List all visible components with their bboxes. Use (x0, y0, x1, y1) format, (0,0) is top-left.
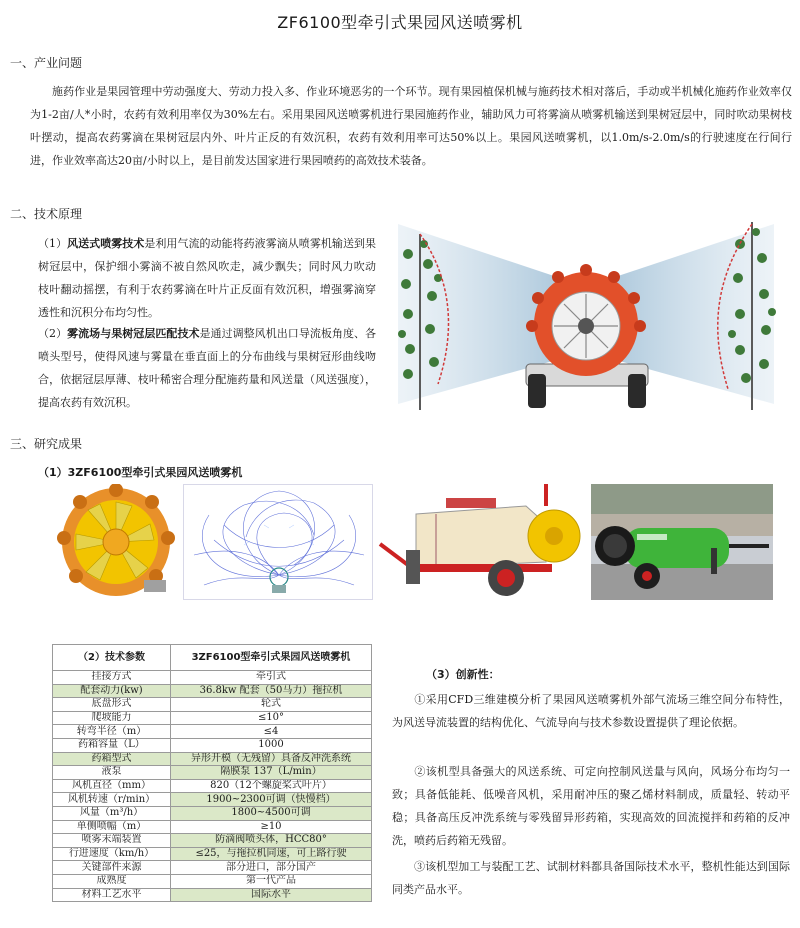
technical-parameters-table (52, 644, 372, 902)
param-value: 轮式 (171, 698, 372, 712)
param-value: 部分进口，部分国产 (171, 861, 372, 875)
param-value: 隔膜泵 137（L/min） (171, 766, 372, 780)
table-row (53, 820, 372, 834)
param-value: 1800~4500可调 (171, 806, 372, 820)
page-title: ZF6100型牵引式果园风送喷雾机 (277, 13, 523, 32)
table-row (53, 861, 372, 875)
param-name: 材料工艺水平 (53, 888, 171, 902)
param-name: 关键部件来源 (53, 861, 171, 875)
table-row (53, 684, 372, 698)
param-name: 行进速度（km/h） (53, 847, 171, 861)
section2-heading: 二、技术原理 (10, 207, 83, 221)
param-value: 1000 (171, 738, 372, 752)
param-name: 喷雾末端装置 (53, 834, 171, 848)
principle-paragraph-1: （1）风送式喷雾技术是利用气流的动能将药液雾滴从喷雾机输送到果树冠层中，保护细小雾滴不被自然风吹走，减少飘失；同时风力吹动枝叶翻动摇摆，有利于农药雾滴在叶片正反面有效沉积，增强雾滴穿透性和沉积分布均匀性。 (38, 237, 377, 319)
param-name: 配套动力(kw) (53, 684, 171, 698)
table-row (53, 738, 372, 752)
param-name: 药箱容量（L） (53, 738, 171, 752)
results-subtitle: （1）3ZF6100型牵引式果园风送喷雾机 (38, 466, 243, 479)
param-value: 异形开模（无残留）具备反冲洗系统 (171, 752, 372, 766)
param-value: 820（12个螺旋桨式叶片） (171, 779, 372, 793)
param-name: 风机直径（mm） (53, 779, 171, 793)
cfd-airflow-plot (183, 484, 373, 600)
param-name: 药箱型式 (53, 752, 171, 766)
table-row (53, 847, 372, 861)
table-row (53, 793, 372, 807)
table-header-row (53, 645, 372, 671)
table-row (53, 874, 372, 888)
fan-impeller-render (52, 484, 180, 600)
param-name: 转弯半径（m） (53, 725, 171, 739)
table-header-key: （2）技术参数 (53, 645, 171, 671)
sprayer-model-render (376, 484, 586, 600)
table-row (53, 752, 372, 766)
sprayer-tree-diagram (378, 214, 794, 410)
table-row (53, 671, 372, 685)
param-value: 1900~2300可调（快慢档） (171, 793, 372, 807)
param-value: 第一代产品 (171, 874, 372, 888)
principle-paragraph-2: （2）雾流场与果树冠层匹配技术是通过调整风机出口导流板角度、各喷头型号，使得风速与雾量在垂直面上的分布曲线与果树冠形曲线吻合，依据冠层厚薄、枝叶稀密合理分配施药量和风送量（风送强度），提高农药有效沉积。 (38, 327, 377, 409)
table-header-value: 3ZF6100型牵引式果园风送喷雾机 (171, 645, 372, 671)
param-name: 单侧喷幅（m） (53, 820, 171, 834)
param-name: 风量（m³/h） (53, 806, 171, 820)
section1-heading: 一、产业问题 (10, 56, 83, 70)
table-row (53, 698, 372, 712)
table-row (53, 888, 372, 902)
param-value: ≥10 (171, 820, 372, 834)
table-row (53, 725, 372, 739)
innovation-item-2: ②该机型具备强大的风送系统、可定向控制风送量与风向，风场分布均匀一致；具备低能耗、低噪音风机，采用耐冲压的聚乙烯材料制成，质量轻、转动平稳；具备高压反冲洗系统与零残留异形药箱，实现高效的回流搅拌和药箱的反冲洗，喷药后药箱无残留。 (392, 765, 790, 847)
innovation-item-1: ①采用CFD三维建模分析了果园风送喷雾机外部气流场三维空间分布特性，为风送导流装置的结构优化、气流导向与技术参数设置提供了理论依据。 (392, 693, 790, 729)
param-name: 爬坡能力 (53, 711, 171, 725)
param-value: ≤10° (171, 711, 372, 725)
param-value: ≤4 (171, 725, 372, 739)
param-value: 牵引式 (171, 671, 372, 685)
innovation-heading: （3）创新性： (426, 668, 500, 681)
table-row (53, 711, 372, 725)
innovation-item-3: ③该机型加工与装配工艺、试制材料都具备国际技术水平，整机性能达到国际同类产品水平。 (392, 860, 790, 896)
param-value: 防滴阀喷头体，HCC80° (171, 834, 372, 848)
param-name: 底盘形式 (53, 698, 171, 712)
param-name: 挂接方式 (53, 671, 171, 685)
param-name: 成熟度 (53, 874, 171, 888)
section1-text: 施药作业是果园管理中劳动强度大、劳动力投入多、作业环境恶劣的一个环节。现有果园植保机械与施药技术相对落后，手动或半机械化施药作业效率仅为1-2亩/人*小时，农药有效利用率仅为30%左右。采用果园风送喷雾机进行果园施药作业，辅助风力可将雾滴从喷雾机输送到果树冠层中，同时吹动果树枝叶摆动，提高农药雾滴在果树冠层内外、叶片正反的有效沉积，农药有效利用率可达50%以上。果园风送喷雾机，以1.0m/s-2.0m/s的行驶速度在行间行进，作业效率高达20亩/小时以上，是目前发达国家进行果园喷药的高效技术装备。 (30, 85, 792, 167)
table-row (53, 766, 372, 780)
param-value: 36.8kw 配套（50马力）拖拉机 (171, 684, 372, 698)
param-name: 风机转速（r/min） (53, 793, 171, 807)
param-value: 国际水平 (171, 888, 372, 902)
table-row (53, 806, 372, 820)
section3-heading: 三、研究成果 (10, 437, 83, 451)
green-sprayer-photo (591, 484, 773, 600)
param-name: 液泵 (53, 766, 171, 780)
table-row (53, 834, 372, 848)
table-row (53, 779, 372, 793)
param-value: ≤25，与拖拉机同速，可上路行驶 (171, 847, 372, 861)
